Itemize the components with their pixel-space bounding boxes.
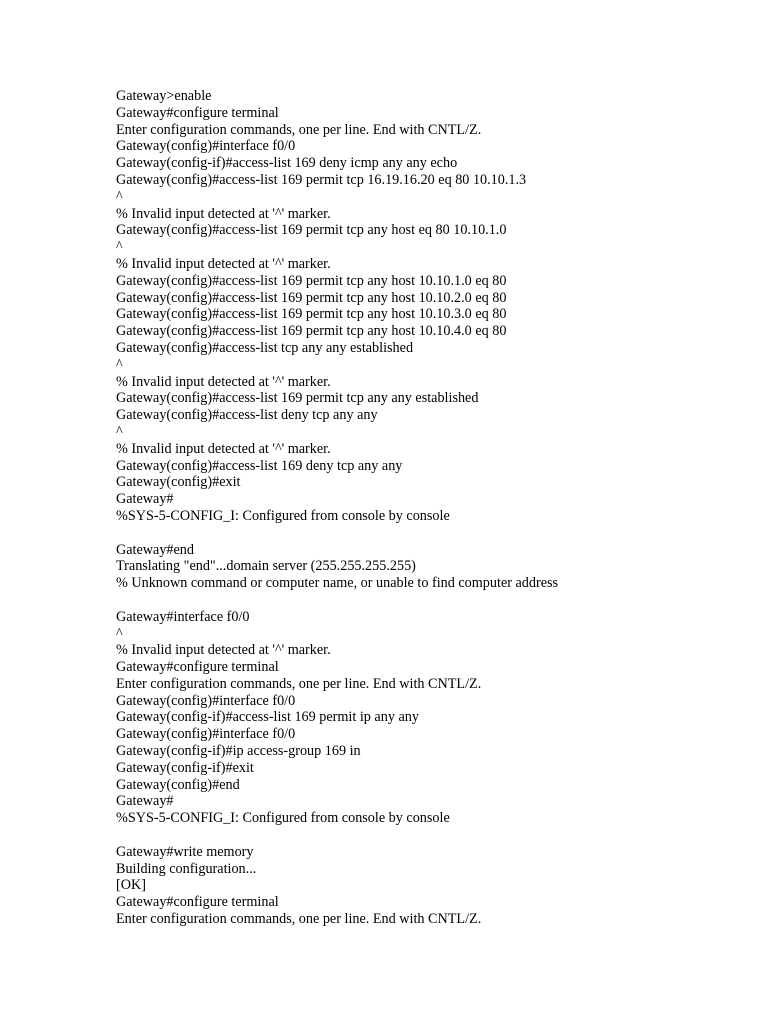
- transcript-line: [116, 525, 736, 542]
- transcript-line: Gateway#interface f0/0: [116, 608, 250, 625]
- transcript-line: Gateway(config)#access-list 169 permit tcp any any established: [116, 390, 479, 407]
- transcript-line: Gateway(config-if)#access-list 169 deny icmp any any echo: [116, 155, 458, 172]
- transcript-line: % Unknown command or computer name, or unable to find computer address: [116, 575, 559, 592]
- transcript-line: %SYS-5-CONFIG_I: Configured from console by console: [116, 810, 450, 827]
- transcript-line: Gateway(config)#access-list 169 permit tcp any host eq 80 10.10.1.0: [116, 222, 507, 239]
- transcript-line: Gateway>enable: [116, 88, 212, 104]
- transcript-line: Enter configuration commands, one per line. End with CNTL/Z.: [116, 675, 482, 692]
- transcript-line: Gateway(config)#access-list 169 permit tcp any host 10.10.3.0 eq 80: [116, 306, 507, 323]
- transcript-line: %SYS-5-CONFIG_I: Configured from console by console: [116, 507, 450, 524]
- transcript-line: Gateway(config)#access-list 169 permit tcp 16.19.16.20 eq 80 10.10.1.3: [116, 171, 527, 188]
- transcript-line: % Invalid input detected at '^' marker.: [116, 255, 331, 272]
- transcript-line: % Invalid input detected at '^' marker.: [116, 642, 331, 659]
- transcript-line: ^: [116, 239, 123, 256]
- transcript-line: Gateway(config)#end: [116, 776, 240, 793]
- transcript-line: Enter configuration commands, one per line. End with CNTL/Z.: [116, 121, 482, 138]
- transcript-line: Gateway(config-if)#ip access-group 169 in: [116, 743, 361, 760]
- transcript-line: Gateway(config)#interface f0/0: [116, 692, 296, 709]
- transcript-line: [OK]: [116, 877, 146, 894]
- transcript-line: Gateway#end: [116, 541, 194, 558]
- transcript-line: Gateway(config)#access-list tcp any any established: [116, 339, 414, 356]
- transcript-line: Gateway(config)#exit: [116, 474, 241, 491]
- transcript-line: Gateway(config)#access-list deny tcp any any: [116, 407, 378, 424]
- transcript-line: Enter configuration commands, one per line. End with CNTL/Z.: [116, 911, 482, 928]
- transcript-line: % Invalid input detected at '^' marker.: [116, 440, 331, 457]
- transcript-line: Gateway(config)#access-list 169 permit tcp any host 10.10.1.0 eq 80: [116, 272, 507, 289]
- transcript-line: Gateway(config)#interface f0/0: [116, 726, 296, 743]
- transcript-line: Gateway#configure terminal: [116, 659, 279, 676]
- transcript-line: Gateway#: [116, 491, 174, 508]
- transcript-line: % Invalid input detected at '^' marker.: [116, 205, 331, 222]
- transcript-line: Gateway#write memory: [116, 843, 254, 860]
- transcript-line: Gateway(config)#access-list 169 permit tcp any host 10.10.2.0 eq 80: [116, 289, 507, 306]
- transcript-line: [116, 592, 736, 609]
- transcript-line: ^: [116, 356, 123, 373]
- transcript-line: Gateway(config-if)#access-list 169 permit ip any any: [116, 709, 419, 726]
- transcript-line: Translating "end"...domain server (255.255.255.255): [116, 558, 416, 575]
- transcript-line: Building configuration...: [116, 860, 257, 877]
- transcript-line: ^: [116, 423, 123, 440]
- transcript-line: Gateway#configure terminal: [116, 104, 279, 121]
- transcript-line: Gateway#: [116, 793, 174, 810]
- transcript-line: Gateway#configure terminal: [116, 894, 279, 911]
- transcript-line: % Invalid input detected at '^' marker.: [116, 373, 331, 390]
- transcript-line: Gateway(config)#access-list 169 deny tcp any any: [116, 457, 403, 474]
- transcript-line: ^: [116, 188, 123, 205]
- transcript-line: ^: [116, 625, 123, 642]
- transcript-line: Gateway(config)#access-list 169 permit tcp any host 10.10.4.0 eq 80: [116, 323, 507, 340]
- transcript-line: [116, 827, 736, 844]
- transcript-line: Gateway(config)#interface f0/0: [116, 138, 296, 155]
- transcript-line: Gateway(config-if)#exit: [116, 759, 254, 776]
- console-transcript: [116, 88, 736, 928]
